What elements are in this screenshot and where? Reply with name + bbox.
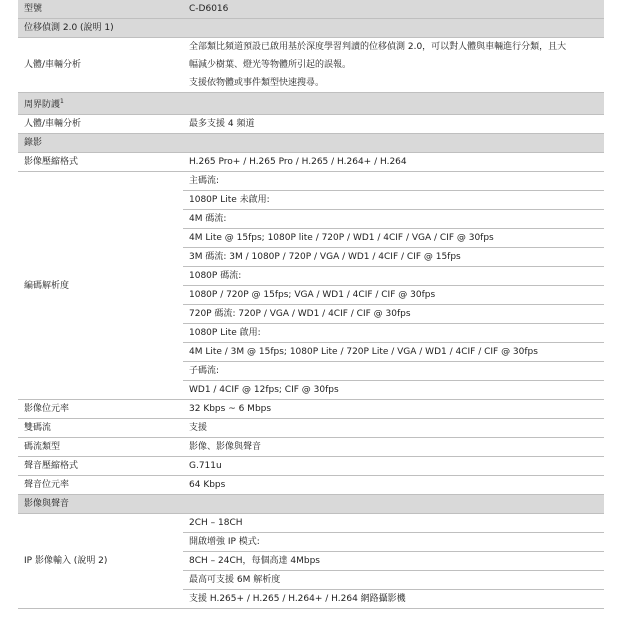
spec-label: 人體/車輛分析 (18, 115, 183, 134)
section-header (18, 19, 604, 38)
spec-label: 雙碼流 (18, 419, 183, 438)
spec-label: 影像位元率 (18, 400, 183, 419)
spec-value (183, 172, 604, 400)
spec-value-line: 開啟增強 IP 模式: (183, 533, 604, 552)
spec-value-line: WD1 / 4CIF @ 12fps; CIF @ 30fps (189, 385, 339, 395)
spec-label: IP 影像輸入 (說明 2) (18, 514, 183, 609)
spec-row (18, 514, 604, 609)
spec-value: 最多支援 4 頻道 (183, 115, 604, 134)
section-title-text: 周界防護 (24, 100, 61, 110)
spec-value-line: 4M Lite @ 15fps; 1080P lite / 720P / WD1 / 4CIF / VGA / CIF @ 30fps (183, 229, 604, 248)
section-title-text: 位移偵測 2.0 (說明 1) (24, 23, 114, 33)
spec-value-line: 3M 碼流: 3M / 1080P / 720P / VGA / WD1 / 4CIF / CIF @ 15fps (183, 248, 604, 267)
spec-value-line: 主碼流: (183, 172, 604, 191)
spec-value: H.265 Pro+ / H.265 Pro / H.265 / H.264+ / H.264 (183, 153, 604, 172)
section-header (18, 134, 604, 153)
spec-value-line: 1080P Lite 啟用: (183, 324, 604, 343)
spec-row (18, 438, 604, 457)
spec-table (18, 0, 604, 609)
spec-value-line: 2CH – 18CH (183, 514, 604, 533)
spec-table-body (18, 0, 604, 609)
spec-value-line: 8CH – 24CH，每個高達 4Mbps (183, 552, 604, 571)
spec-value-line: 幅減少樹葉、燈光等物體所引起的誤報。 (189, 60, 352, 70)
spec-value-line: 1080P / 720P @ 15fps; VGA / WD1 / 4CIF / CIF @ 30fps (183, 286, 604, 305)
section-title (18, 495, 604, 514)
section-title (18, 93, 604, 115)
section-title-text: 錄影 (24, 138, 43, 148)
model-row (18, 0, 604, 19)
spec-value: G.711u (183, 457, 604, 476)
model-label: 型號 (18, 0, 183, 19)
spec-label: 聲音位元率 (18, 476, 183, 495)
spec-value (183, 514, 604, 609)
spec-value-line: 支援 H.265+ / H.265 / H.264+ / H.264 網路攝影機 (189, 594, 406, 604)
model-value: C-D6016 (183, 0, 604, 19)
spec-value-line: 全部類比頻道預設已啟用基於深度學習判讀的位移偵測 2.0，可以對人體與車輛進行分類，且大 (189, 42, 567, 52)
spec-value-line: 最高可支援 6M 解析度 (183, 571, 604, 590)
spec-value-line: 720P 碼流: 720P / VGA / WD1 / 4CIF / CIF @ 30fps (183, 305, 604, 324)
spec-value-line: 子碼流: (183, 362, 604, 381)
spec-value-line: 4M Lite / 3M @ 15fps; 1080P Lite / 720P Lite / VGA / WD1 / 4CIF / CIF @ 30fps (183, 343, 604, 362)
spec-row (18, 153, 604, 172)
section-title-text: 影像與聲音 (24, 499, 70, 509)
spec-row (18, 38, 604, 93)
spec-label: 影像壓縮格式 (18, 153, 183, 172)
spec-row (18, 115, 604, 134)
spec-row (18, 419, 604, 438)
spec-value: 影像、影像與聲音 (183, 438, 604, 457)
section-title (18, 134, 604, 153)
spec-value-line: 1080P 碼流: (183, 267, 604, 286)
spec-row (18, 457, 604, 476)
spec-value: 64 Kbps (183, 476, 604, 495)
spec-value: 支援 (183, 419, 604, 438)
spec-label: 碼流類型 (18, 438, 183, 457)
section-title (18, 19, 604, 38)
spec-value (183, 38, 604, 93)
spec-value: 32 Kbps ~ 6 Mbps (183, 400, 604, 419)
spec-value-line: 4M 碼流: (183, 210, 604, 229)
spec-row (18, 400, 604, 419)
section-title-footnote: 1 (60, 98, 64, 105)
spec-value-line: 1080P Lite 未啟用: (183, 191, 604, 210)
spec-label: 人體/車輛分析 (18, 38, 183, 93)
spec-row (18, 172, 604, 400)
section-header (18, 93, 604, 115)
spec-label: 聲音壓縮格式 (18, 457, 183, 476)
spec-row (18, 476, 604, 495)
spec-value-line: 支援依物體或事件類型快速搜尋。 (189, 78, 325, 88)
spec-label: 編碼解析度 (18, 172, 183, 400)
section-header (18, 495, 604, 514)
